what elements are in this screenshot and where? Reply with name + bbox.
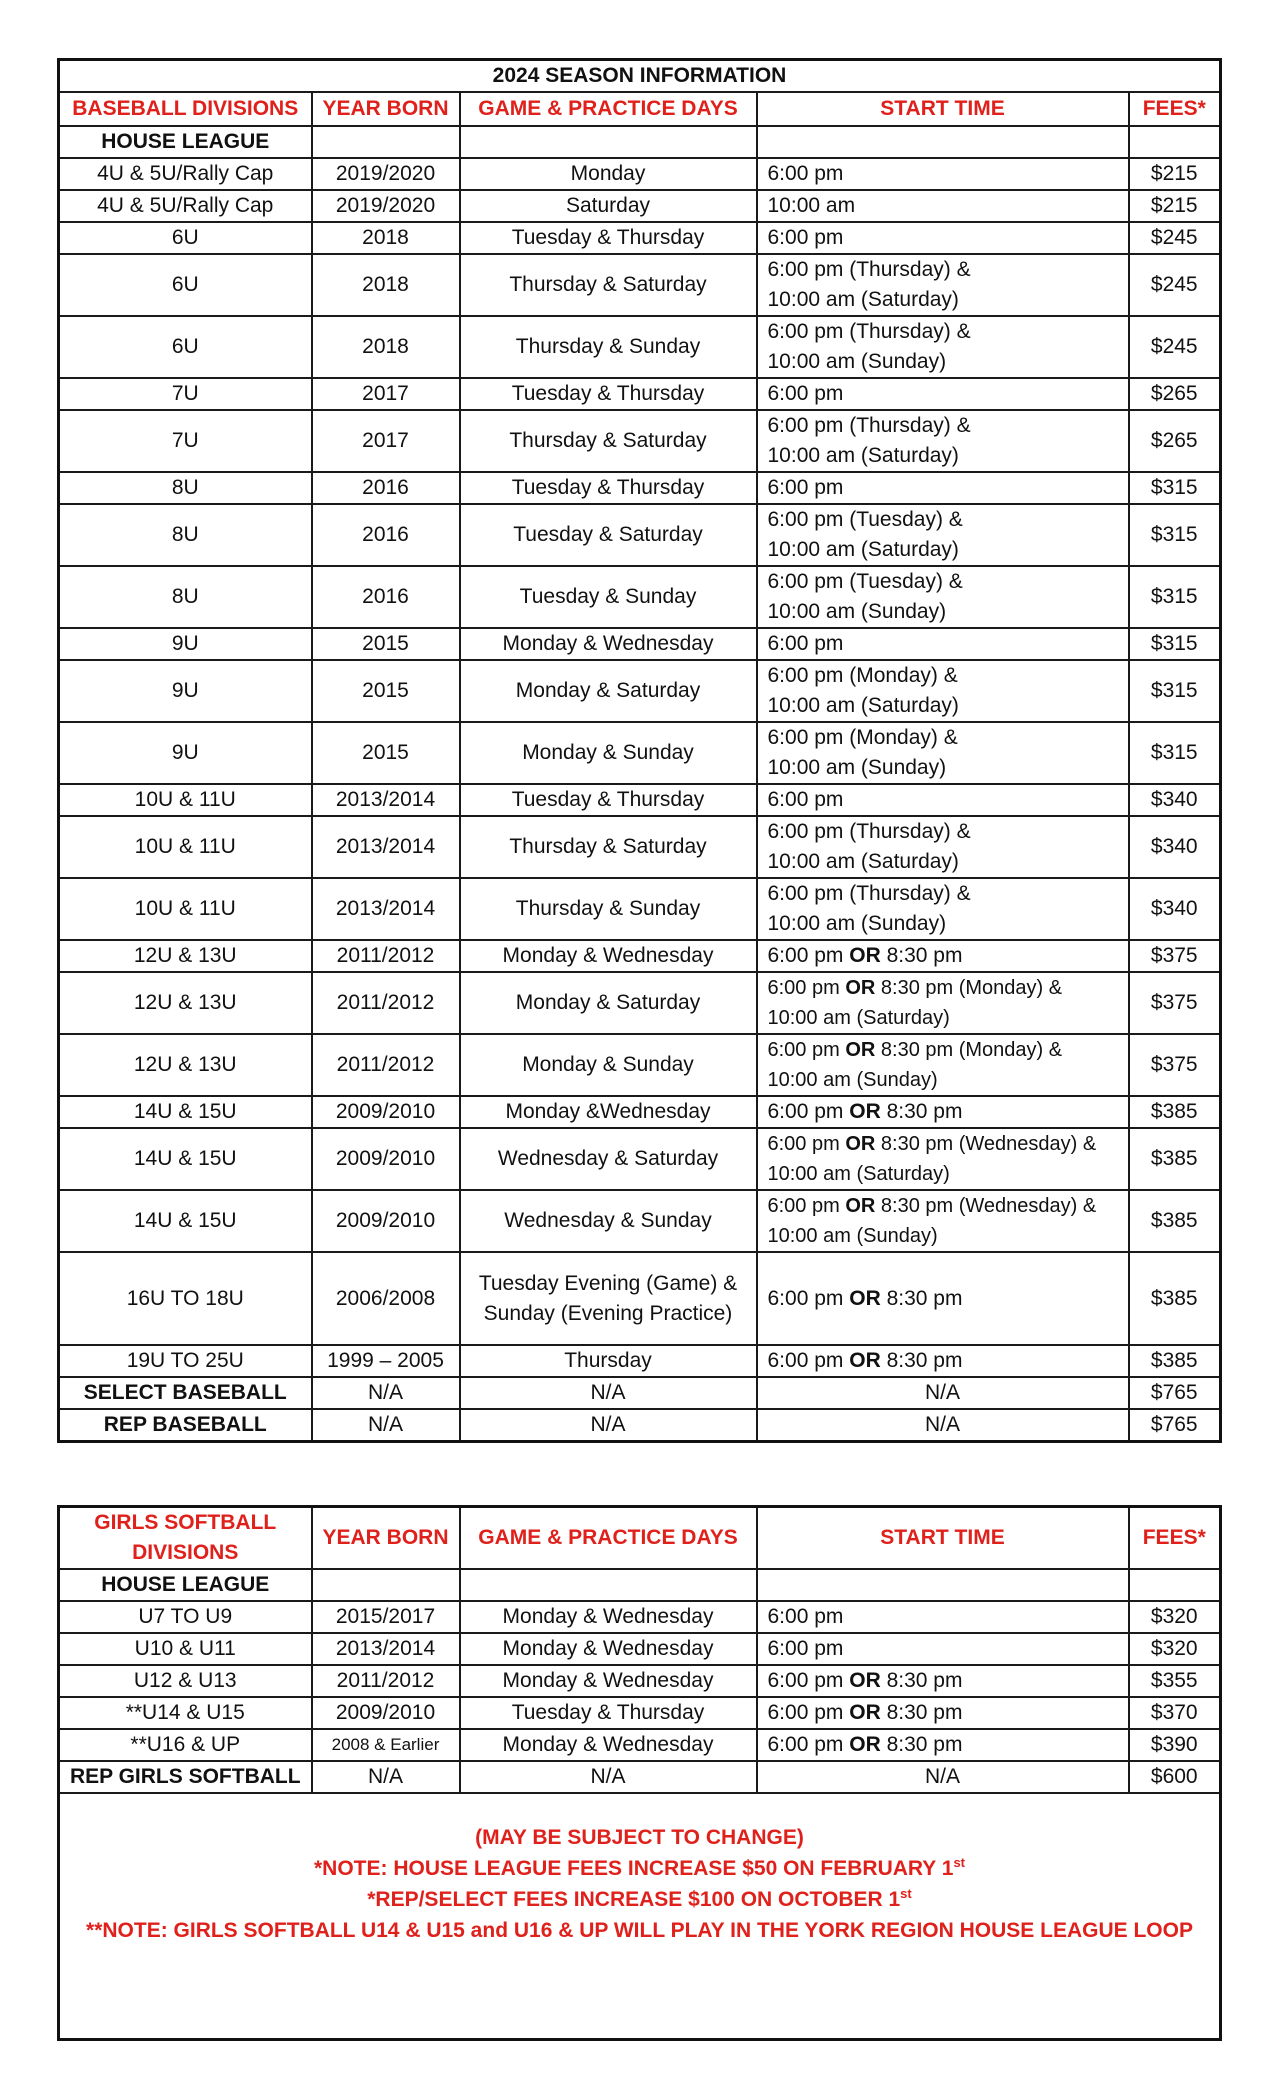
year-born-cell: 2018 <box>312 316 460 378</box>
start-time-cell <box>757 1345 1129 1377</box>
year-born-cell: 2011/2012 <box>312 972 460 1034</box>
start-time-line: 10:00 am (Saturday) <box>767 850 959 873</box>
fee-cell: $315 <box>1129 504 1221 566</box>
start-time-line: 6:00 pm (Thursday) & <box>767 320 971 343</box>
days-cell: Monday &Wednesday <box>460 1096 757 1128</box>
division-cell: 12U & 13U <box>59 972 312 1034</box>
division-cell: 8U <box>59 504 312 566</box>
start-time-cell <box>757 972 1129 1034</box>
start-time-cell <box>757 940 1129 972</box>
year-born-cell: N/A <box>312 1761 460 1793</box>
start-time-line: 6:00 pm <box>767 1605 844 1628</box>
header-year-born: YEAR BORN <box>312 1507 460 1570</box>
start-time-line: 6:00 pm (Thursday) & <box>767 258 971 281</box>
start-time-line: 6:00 pm (Monday) & <box>767 664 958 687</box>
fee-cell: $315 <box>1129 472 1221 504</box>
table-row <box>59 1729 1221 1761</box>
start-time-line: 10:00 am (Sunday) <box>767 600 947 623</box>
start-time-line: 6:00 pm OR 8:30 pm (Wednesday) & <box>767 1133 1097 1155</box>
year-born-cell: 2019/2020 <box>312 158 460 190</box>
days-cell: Wednesday & Saturday <box>460 1128 757 1190</box>
fee-cell: $385 <box>1129 1128 1221 1190</box>
year-born-cell: 2016 <box>312 472 460 504</box>
days-cell: Monday & Sunday <box>460 722 757 784</box>
division-cell: 4U & 5U/Rally Cap <box>59 190 312 222</box>
fee-cell: $265 <box>1129 378 1221 410</box>
header-start-time: START TIME <box>757 1507 1129 1570</box>
table-row <box>59 410 1221 472</box>
start-time-cell <box>757 1409 1129 1442</box>
division-cell: 6U <box>59 316 312 378</box>
fee-cell: $375 <box>1129 972 1221 1034</box>
table-row <box>59 784 1221 816</box>
header-division: GIRLS SOFTBALL DIVISIONS <box>59 1507 312 1570</box>
year-born-cell: 2016 <box>312 504 460 566</box>
table-row <box>59 878 1221 940</box>
header-division: BASEBALL DIVISIONS <box>59 92 312 126</box>
year-born-cell: 2009/2010 <box>312 1190 460 1252</box>
table-row <box>59 1096 1221 1128</box>
table-row <box>59 472 1221 504</box>
start-time-line: 10:00 am (Sunday) <box>767 350 947 373</box>
start-time-line: N/A <box>924 1413 960 1436</box>
empty-cell <box>1129 1569 1221 1601</box>
fee-cell: $385 <box>1129 1096 1221 1128</box>
start-time-line: 6:00 pm <box>767 382 844 405</box>
days-cell: Monday & Wednesday <box>460 1729 757 1761</box>
days-cell: Monday & Saturday <box>460 972 757 1034</box>
table-row <box>59 660 1221 722</box>
year-born-cell: N/A <box>312 1377 460 1409</box>
start-time-line: 10:00 am (Saturday) <box>767 1007 950 1029</box>
header-days: GAME & PRACTICE DAYS <box>460 92 757 126</box>
fee-cell: $385 <box>1129 1190 1221 1252</box>
start-time-line: 6:00 pm OR 8:30 pm <box>767 1701 963 1724</box>
table-row <box>59 722 1221 784</box>
empty-cell <box>312 126 460 158</box>
start-time-cell <box>757 472 1129 504</box>
division-cell: 10U & 11U <box>59 784 312 816</box>
division-cell: **U16 & UP <box>59 1729 312 1761</box>
days-cell: Monday & Wednesday <box>460 1665 757 1697</box>
days-cell: Monday & Wednesday <box>460 1601 757 1633</box>
start-time-cell <box>757 158 1129 190</box>
year-born-cell: 2011/2012 <box>312 1034 460 1096</box>
days-cell: Tuesday & Sunday <box>460 566 757 628</box>
empty-cell <box>757 126 1129 158</box>
start-time-line: 10:00 am (Sunday) <box>767 912 947 935</box>
fee-cell: $245 <box>1129 316 1221 378</box>
division-cell: 10U & 11U <box>59 816 312 878</box>
start-time-line: N/A <box>924 1765 960 1788</box>
fee-cell: $340 <box>1129 784 1221 816</box>
start-time-line: 10:00 am (Saturday) <box>767 444 959 467</box>
table-row <box>59 1190 1221 1252</box>
division-cell: 16U TO 18U <box>59 1252 312 1345</box>
table-row <box>59 190 1221 222</box>
start-time-line: 6:00 pm OR 8:30 pm (Monday) & <box>767 1039 1063 1061</box>
start-time-cell <box>757 410 1129 472</box>
table-row <box>59 1601 1221 1633</box>
fee-cell: $385 <box>1129 1345 1221 1377</box>
year-born-cell: 2008 & Earlier <box>312 1729 460 1761</box>
start-time-line: 10:00 am (Saturday) <box>767 538 959 561</box>
division-cell: U7 TO U9 <box>59 1601 312 1633</box>
division-cell: 12U & 13U <box>59 940 312 972</box>
start-time-line: N/A <box>924 1381 960 1404</box>
fee-cell: $320 <box>1129 1633 1221 1665</box>
year-born-cell: 2013/2014 <box>312 1633 460 1665</box>
header-days: GAME & PRACTICE DAYS <box>460 1507 757 1570</box>
start-time-cell <box>757 660 1129 722</box>
start-time-line: 6:00 pm OR 8:30 pm (Monday) & <box>767 977 1063 999</box>
year-born-cell: 2015 <box>312 722 460 784</box>
division-cell: 9U <box>59 628 312 660</box>
note-rep-fee-increase: *REP/SELECT FEES INCREASE $100 ON OCTOBER 1st <box>367 1886 912 1911</box>
table-row <box>59 1345 1221 1377</box>
season-title: 2024 SEASON INFORMATION <box>59 60 1221 93</box>
table-row <box>59 1034 1221 1096</box>
section-house-league: HOUSE LEAGUE <box>59 126 312 158</box>
division-cell: 6U <box>59 222 312 254</box>
year-born-cell: 2016 <box>312 566 460 628</box>
days-cell: Thursday & Saturday <box>460 816 757 878</box>
note-subject-to-change: (MAY BE SUBJECT TO CHANGE) <box>475 1826 804 1849</box>
start-time-line: 10:00 am (Sunday) <box>767 1069 938 1091</box>
days-cell: N/A <box>460 1761 757 1793</box>
fee-cell: $375 <box>1129 940 1221 972</box>
table-row <box>59 940 1221 972</box>
header-year-born: YEAR BORN <box>312 92 460 126</box>
days-cell: Wednesday & Sunday <box>460 1190 757 1252</box>
start-time-line: 6:00 pm (Tuesday) & <box>767 570 963 593</box>
start-time-cell <box>757 878 1129 940</box>
division-cell: U10 & U11 <box>59 1633 312 1665</box>
start-time-cell <box>757 1096 1129 1128</box>
division-cell: U12 & U13 <box>59 1665 312 1697</box>
start-time-cell <box>757 222 1129 254</box>
table-row <box>59 1377 1221 1409</box>
start-time-cell <box>757 1377 1129 1409</box>
fee-cell: $355 <box>1129 1665 1221 1697</box>
year-born-cell: 1999 – 2005 <box>312 1345 460 1377</box>
year-born-cell: 2006/2008 <box>312 1252 460 1345</box>
days-cell: Tuesday & Thursday <box>460 784 757 816</box>
table-row <box>59 378 1221 410</box>
division-cell: 4U & 5U/Rally Cap <box>59 158 312 190</box>
note-york-region: **NOTE: GIRLS SOFTBALL U14 & U15 and U16 & UP WILL PLAY IN THE YORK REGION HOUSE LEAGUE LOOP <box>86 1919 1193 1942</box>
year-born-cell: 2018 <box>312 222 460 254</box>
start-time-cell <box>757 1665 1129 1697</box>
days-cell: Monday <box>460 158 757 190</box>
start-time-cell <box>757 1128 1129 1190</box>
table-row <box>59 972 1221 1034</box>
start-time-line: 6:00 pm OR 8:30 pm <box>767 1669 963 1692</box>
year-born-cell: 2015 <box>312 628 460 660</box>
days-cell: Thursday & Sunday <box>460 878 757 940</box>
days-cell: Monday & Wednesday <box>460 1633 757 1665</box>
days-cell: Tuesday & Thursday <box>460 472 757 504</box>
days-cell: N/A <box>460 1377 757 1409</box>
start-time-line: 6:00 pm <box>767 162 844 185</box>
start-time-cell <box>757 784 1129 816</box>
division-cell: 7U <box>59 378 312 410</box>
days-cell: N/A <box>460 1409 757 1442</box>
table-row <box>59 158 1221 190</box>
days-cell: Tuesday Evening (Game) & Sunday (Evening Practice) <box>460 1252 757 1345</box>
year-born-cell: 2017 <box>312 378 460 410</box>
start-time-cell <box>757 1601 1129 1633</box>
start-time-cell <box>757 816 1129 878</box>
start-time-line: 6:00 pm OR 8:30 pm (Wednesday) & <box>767 1195 1097 1217</box>
table-row <box>59 222 1221 254</box>
days-cell: Monday & Wednesday <box>460 628 757 660</box>
fee-cell: $385 <box>1129 1252 1221 1345</box>
notes-box <box>59 1793 1221 2040</box>
days-cell: Monday & Sunday <box>460 1034 757 1096</box>
fee-cell: $315 <box>1129 722 1221 784</box>
header-start-time: START TIME <box>757 92 1129 126</box>
start-time-cell <box>757 628 1129 660</box>
start-time-line: 6:00 pm (Tuesday) & <box>767 508 963 531</box>
start-time-cell <box>757 254 1129 316</box>
table-row <box>59 1633 1221 1665</box>
division-cell: 14U & 15U <box>59 1096 312 1128</box>
fee-cell: $340 <box>1129 816 1221 878</box>
division-cell: 19U TO 25U <box>59 1345 312 1377</box>
division-cell: 14U & 15U <box>59 1190 312 1252</box>
fee-cell: $320 <box>1129 1601 1221 1633</box>
table-row <box>59 1697 1221 1729</box>
year-born-cell: 2013/2014 <box>312 784 460 816</box>
table-row <box>59 254 1221 316</box>
division-cell: 7U <box>59 410 312 472</box>
fee-cell: $390 <box>1129 1729 1221 1761</box>
start-time-line: 6:00 pm OR 8:30 pm <box>767 1100 963 1123</box>
empty-cell <box>757 1569 1129 1601</box>
start-time-line: 6:00 pm OR 8:30 pm <box>767 1733 963 1756</box>
start-time-line: 6:00 pm (Thursday) & <box>767 414 971 437</box>
days-cell: Tuesday & Thursday <box>460 378 757 410</box>
table-row <box>59 628 1221 660</box>
days-cell: Saturday <box>460 190 757 222</box>
start-time-line: 6:00 pm (Thursday) & <box>767 882 971 905</box>
empty-cell <box>460 1569 757 1601</box>
start-time-line: 6:00 pm <box>767 226 844 249</box>
table-row <box>59 1252 1221 1345</box>
table-row <box>59 1665 1221 1697</box>
year-born-cell: 2015 <box>312 660 460 722</box>
start-time-line: 6:00 pm (Thursday) & <box>767 820 971 843</box>
table-row <box>59 1128 1221 1190</box>
table-row <box>59 1761 1221 1793</box>
start-time-line: 6:00 pm (Monday) & <box>767 726 958 749</box>
softball-table <box>57 1505 1222 2041</box>
fee-cell: $370 <box>1129 1697 1221 1729</box>
table-row <box>59 566 1221 628</box>
fee-cell: $215 <box>1129 158 1221 190</box>
days-cell: Monday & Wednesday <box>460 940 757 972</box>
division-cell: 9U <box>59 660 312 722</box>
start-time-line: 10:00 am (Saturday) <box>767 288 959 311</box>
start-time-cell <box>757 1190 1129 1252</box>
year-born-cell: 2018 <box>312 254 460 316</box>
division-cell: **U14 & U15 <box>59 1697 312 1729</box>
empty-cell <box>1129 126 1221 158</box>
table-row <box>59 816 1221 878</box>
start-time-cell <box>757 1697 1129 1729</box>
start-time-cell <box>757 722 1129 784</box>
division-cell: 12U & 13U <box>59 1034 312 1096</box>
start-time-cell <box>757 1633 1129 1665</box>
fee-cell: $215 <box>1129 190 1221 222</box>
start-time-line: 6:00 pm OR 8:30 pm <box>767 944 963 967</box>
days-cell: Thursday & Saturday <box>460 410 757 472</box>
fee-cell: $765 <box>1129 1377 1221 1409</box>
division-cell: 10U & 11U <box>59 878 312 940</box>
fee-cell: $245 <box>1129 254 1221 316</box>
start-time-line: 10:00 am (Saturday) <box>767 1163 950 1185</box>
days-cell: Thursday & Saturday <box>460 254 757 316</box>
header-fees: FEES* <box>1129 1507 1221 1570</box>
fee-cell: $375 <box>1129 1034 1221 1096</box>
empty-cell <box>460 126 757 158</box>
year-born-cell: 2019/2020 <box>312 190 460 222</box>
header-fees: FEES* <box>1129 92 1221 126</box>
division-cell: SELECT BASEBALL <box>59 1377 312 1409</box>
fee-cell: $245 <box>1129 222 1221 254</box>
year-born-cell: 2015/2017 <box>312 1601 460 1633</box>
start-time-cell <box>757 190 1129 222</box>
days-cell: Thursday <box>460 1345 757 1377</box>
table-row <box>59 504 1221 566</box>
fee-cell: $315 <box>1129 566 1221 628</box>
start-time-line: 6:00 pm <box>767 476 844 499</box>
start-time-cell <box>757 566 1129 628</box>
division-cell: 14U & 15U <box>59 1128 312 1190</box>
table-row <box>59 1409 1221 1442</box>
division-cell: REP BASEBALL <box>59 1409 312 1442</box>
fee-cell: $340 <box>1129 878 1221 940</box>
year-born-cell: 2009/2010 <box>312 1096 460 1128</box>
start-time-line: 6:00 pm OR 8:30 pm <box>767 1286 963 1310</box>
start-time-line: 10:00 am (Saturday) <box>767 694 959 717</box>
start-time-line: 6:00 pm <box>767 1637 844 1660</box>
year-born-cell: 2009/2010 <box>312 1697 460 1729</box>
start-time-cell <box>757 1252 1129 1345</box>
note-house-fee-increase: *NOTE: HOUSE LEAGUE FEES INCREASE $50 ON FEBRUARY 1st <box>313 1855 966 1880</box>
start-time-cell <box>757 316 1129 378</box>
year-born-cell: 2013/2014 <box>312 878 460 940</box>
start-time-cell <box>757 504 1129 566</box>
days-cell: Tuesday & Thursday <box>460 222 757 254</box>
division-cell: 6U <box>59 254 312 316</box>
start-time-line: 6:00 pm <box>767 788 844 811</box>
start-time-cell <box>757 1034 1129 1096</box>
baseball-table <box>57 58 1222 1443</box>
days-cell: Thursday & Sunday <box>460 316 757 378</box>
division-cell: REP GIRLS SOFTBALL <box>59 1761 312 1793</box>
year-born-cell: N/A <box>312 1409 460 1442</box>
section-house-league: HOUSE LEAGUE <box>59 1569 312 1601</box>
fee-cell: $765 <box>1129 1409 1221 1442</box>
start-time-cell <box>757 378 1129 410</box>
days-cell: Monday & Saturday <box>460 660 757 722</box>
start-time-cell <box>757 1761 1129 1793</box>
start-time-line: 6:00 pm OR 8:30 pm <box>767 1349 963 1372</box>
year-born-cell: 2009/2010 <box>312 1128 460 1190</box>
division-cell: 9U <box>59 722 312 784</box>
start-time-line: 10:00 am (Sunday) <box>767 756 947 779</box>
year-born-cell: 2017 <box>312 410 460 472</box>
division-cell: 8U <box>59 566 312 628</box>
start-time-line: 6:00 pm <box>767 632 844 655</box>
days-cell: Tuesday & Thursday <box>460 1697 757 1729</box>
year-born-cell: 2013/2014 <box>312 816 460 878</box>
start-time-cell <box>757 1729 1129 1761</box>
table-row <box>59 316 1221 378</box>
division-cell: 8U <box>59 472 312 504</box>
days-cell: Tuesday & Saturday <box>460 504 757 566</box>
fee-cell: $315 <box>1129 660 1221 722</box>
fee-cell: $315 <box>1129 628 1221 660</box>
start-time-line: 10:00 am (Sunday) <box>767 1225 938 1247</box>
fee-cell: $265 <box>1129 410 1221 472</box>
year-born-cell: 2011/2012 <box>312 1665 460 1697</box>
empty-cell <box>312 1569 460 1601</box>
fee-cell: $600 <box>1129 1761 1221 1793</box>
start-time-line: 10:00 am <box>767 194 856 217</box>
year-born-cell: 2011/2012 <box>312 940 460 972</box>
